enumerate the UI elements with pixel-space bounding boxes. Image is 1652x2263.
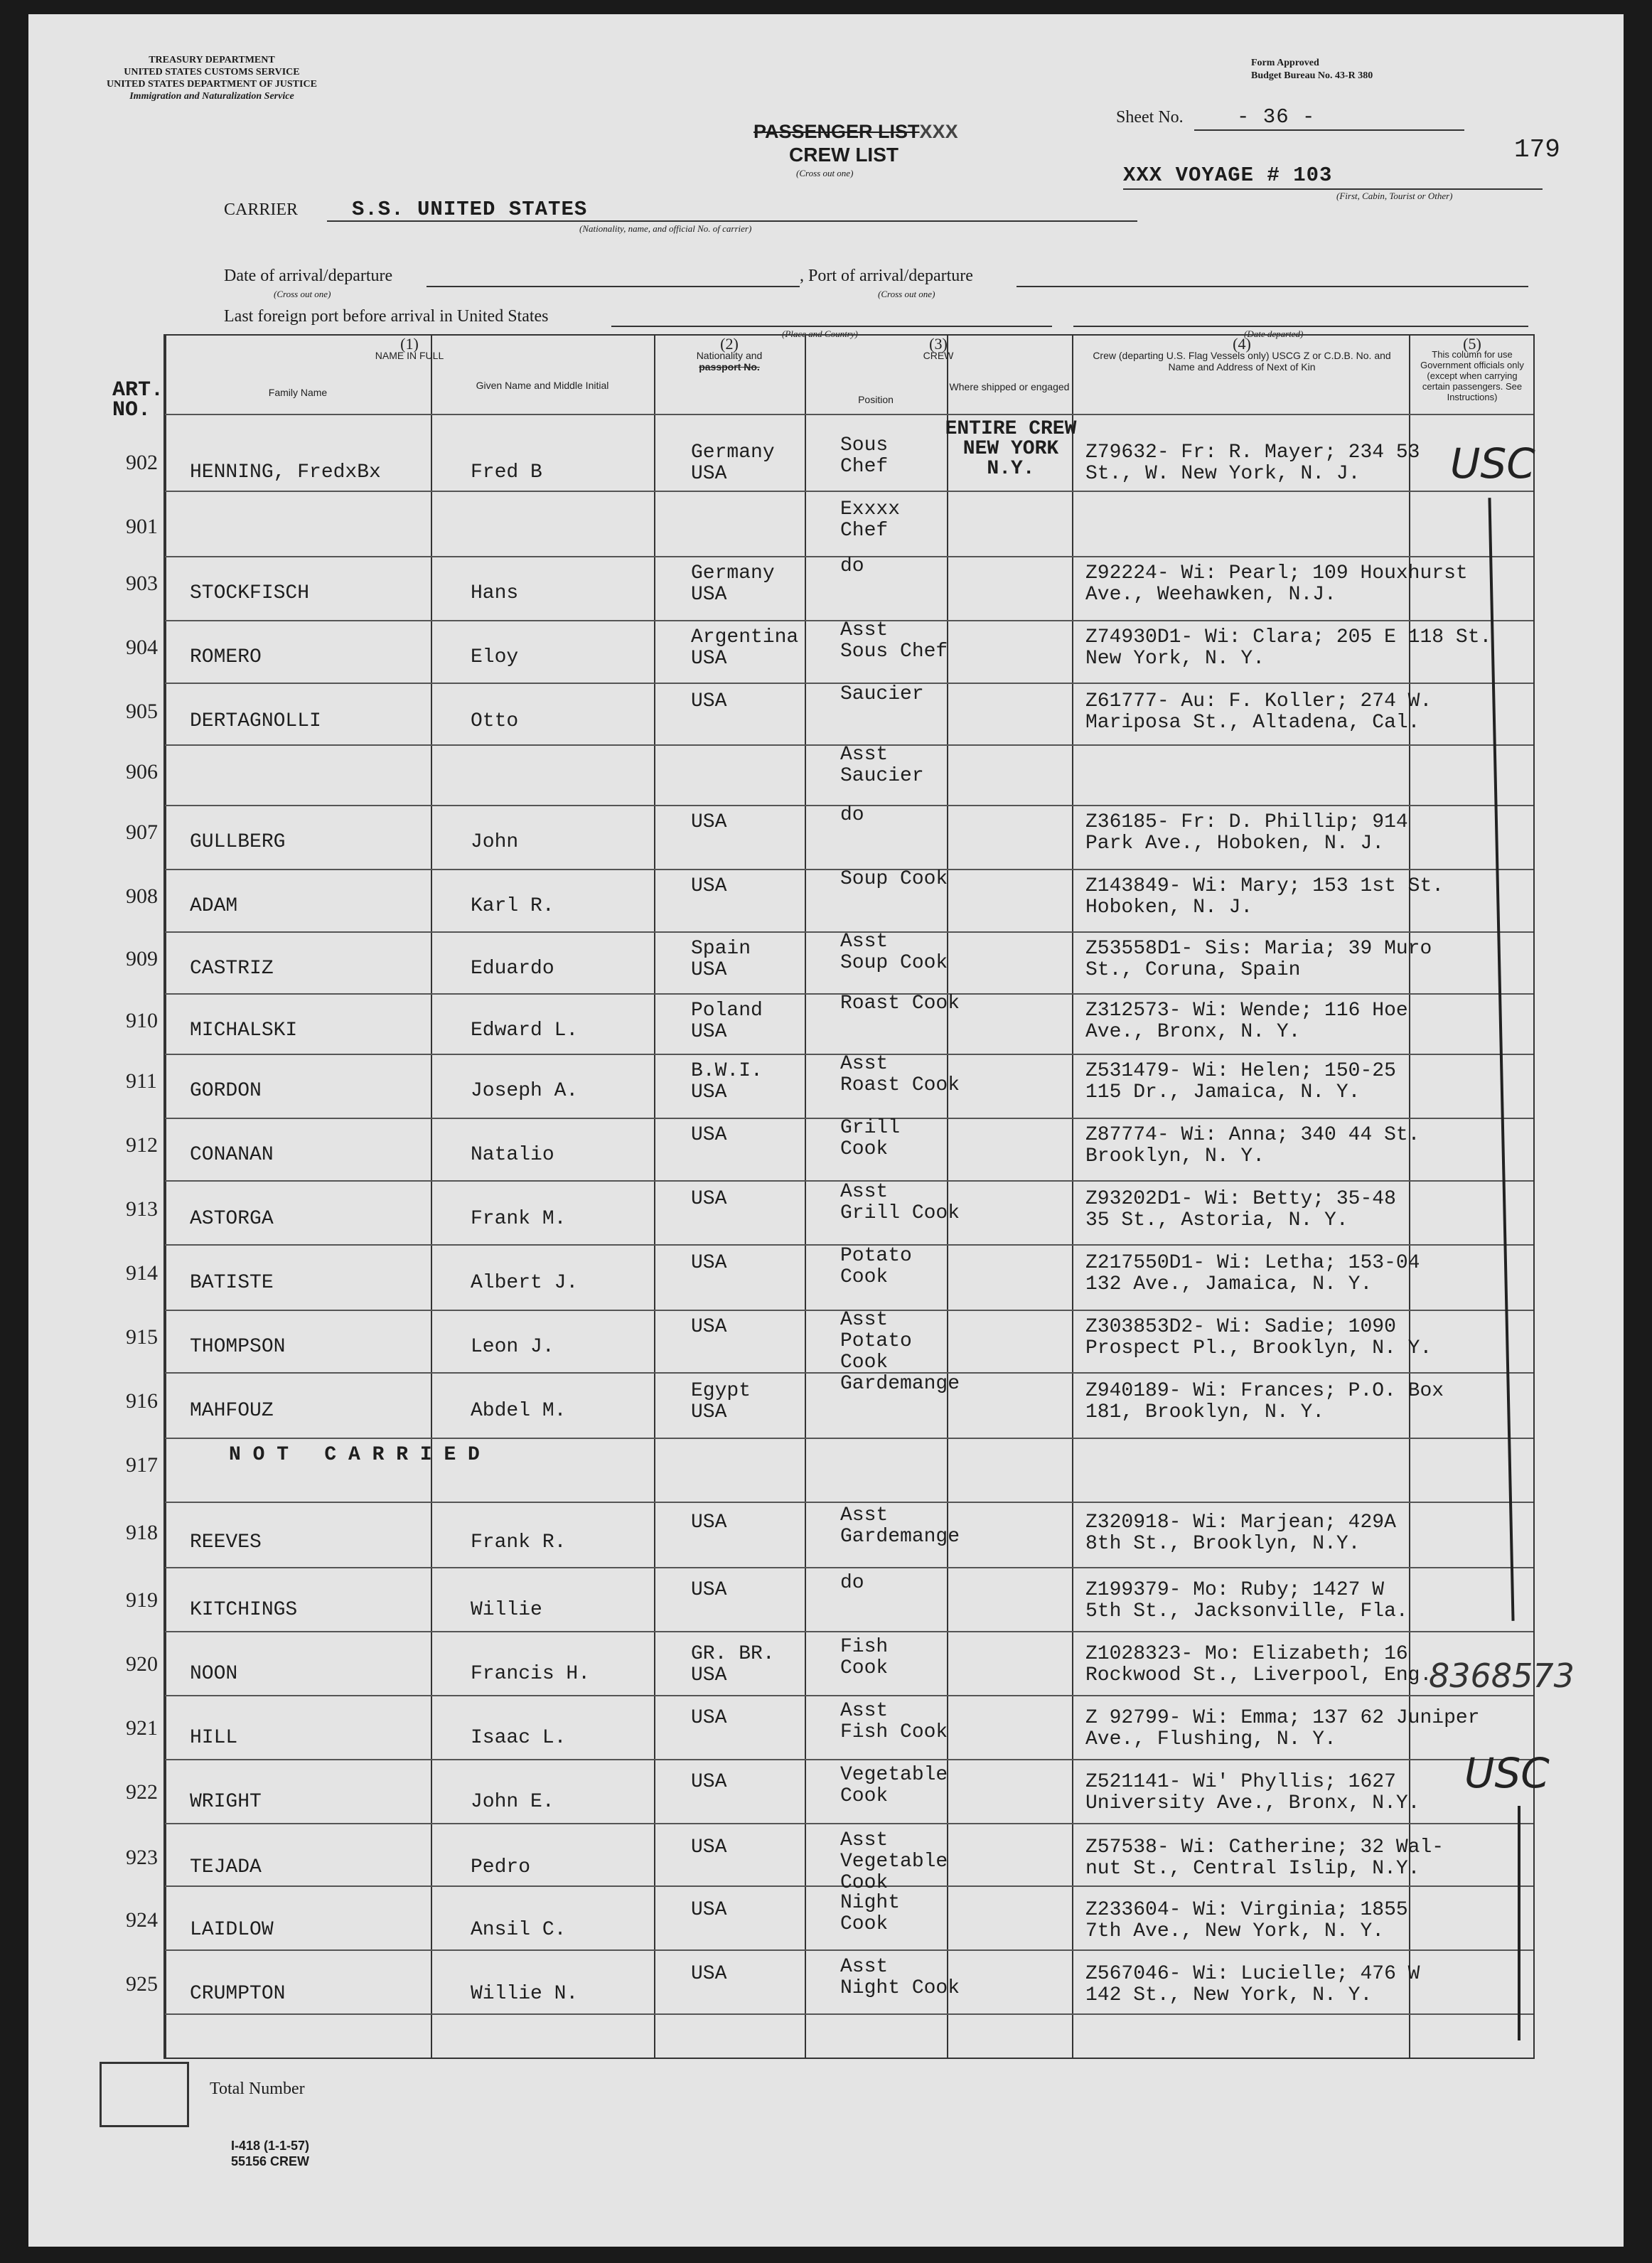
next-of-kin: Z199379- Mo: Ruby; 1427 W 5th St., Jacksonville, Fla. [1085,1579,1408,1622]
col3-num: (3) [929,335,948,353]
next-of-kin: Z521141- Wi' Phyllis; 1627 University Ave., Bronx, N.Y. [1085,1771,1420,1814]
agency-line: UNITED STATES DEPARTMENT OF JUSTICE [107,79,317,90]
carrier-value: S.S. UNITED STATES [352,198,588,221]
position: Asst Gardemange [840,1504,960,1548]
next-of-kin: Z87774- Wi: Anna; 340 44 St. Brooklyn, N. Y. [1085,1124,1420,1167]
given-name: Edward L. [471,1020,579,1042]
number-annotation: 8368573 [1429,1657,1575,1695]
given-name: Abdel M. [471,1400,567,1422]
position: Asst Roast Cook [840,1053,960,1096]
next-of-kin: Z1028323- Mo: Elizabeth; 16 Rockwood St., Liverpool, Eng. [1085,1643,1432,1686]
family-name: BATISTE [190,1272,274,1294]
nationality: USA [691,811,727,833]
sheet-value: - 36 - [1237,105,1316,129]
form-number: I-418 (1-1-57) [231,2139,310,2153]
art-number: 907 [126,820,158,844]
nationality: USA [691,690,727,712]
nationality: Spain USA [691,938,751,981]
family-name: GULLBERG [190,831,286,853]
given-name: Joseph A. [471,1080,579,1102]
nationality: USA [691,875,727,897]
col2-crossed: passport No. [699,361,760,373]
family-name: CASTRIZ [190,958,274,980]
family-name: ADAM [190,895,238,917]
given-name: Isaac L. [471,1727,567,1749]
nationality: B.W.I. USA [691,1060,763,1103]
position: Asst Saucier [840,744,924,787]
art-number: 920 [126,1652,158,1676]
position: Asst Sous Chef [840,619,948,663]
family-name: REEVES [190,1531,262,1553]
art-number: 903 [126,572,158,595]
next-of-kin: Z217550D1- Wi: Letha; 153-04 132 Ave., Jamaica, N. Y. [1085,1252,1420,1295]
art-number: 922 [126,1780,158,1804]
list-title: CREW LIST [789,144,899,166]
art-number: 918 [126,1521,158,1544]
nationality: USA [691,1124,727,1146]
nationality: USA [691,1899,727,1921]
row-divider [165,1567,1533,1568]
art-number: 912 [126,1133,158,1157]
port-note: (Cross out one) [878,289,935,299]
row-divider [165,1631,1533,1632]
family-name: THOMPSON [190,1336,286,1358]
col1b-header: Given Name and Middle Initial [476,380,609,391]
given-name: Eloy [471,646,519,668]
next-of-kin: Z233604- Wi: Virginia; 1855 7th Ave., New York, N. Y. [1085,1899,1408,1942]
col3-label: CREW [923,350,954,361]
family-name: N O T C A R R I E D [229,1444,480,1466]
col3-header [805,335,1072,361]
given-name: Karl R. [471,895,554,917]
art-number: 902 [126,451,158,474]
given-name: Albert J. [471,1272,579,1294]
total-number-label: Total Number [210,2080,305,2098]
art-no-label: ART. NO. [112,378,164,422]
nationality: Egypt USA [691,1380,751,1423]
position: Asst Vegetable Cook [840,1829,948,1894]
next-of-kin: Z303853D2- Wi: Sadie; 1090 Prospect Pl., Brooklyn, N. Y. [1085,1316,1432,1359]
nationality: USA [691,1188,727,1210]
usc-annotation-mid: USC [1464,1749,1550,1797]
row-divider [165,1695,1533,1696]
next-of-kin: Z 92799- Wi: Emma; 137 62 Juniper Ave., Flushing, N. Y. [1085,1707,1480,1750]
position: Fish Cook [840,1636,889,1679]
nationality: Argentina USA [691,626,799,670]
next-of-kin: Z940189- Wi: Frances; P.O. Box 181, Brooklyn, N. Y. [1085,1380,1444,1423]
art-number: 908 [126,884,158,908]
family-name: MAHFOUZ [190,1400,274,1422]
position: Asst Potato Cook [840,1309,912,1374]
next-of-kin: Z312573- Wi: Wende; 116 Hoe Ave., Bronx, N. Y. [1085,1000,1408,1043]
row-divider [165,1759,1533,1760]
art-number: 916 [126,1389,158,1413]
art-number: 904 [126,636,158,659]
nationality: Poland USA [691,1000,763,1043]
agency-line: UNITED STATES CUSTOMS SERVICE [124,67,300,77]
family-name: ASTORGA [190,1208,274,1230]
date-label: Date of arrival/departure [224,267,393,285]
family-name: MICHALSKI [190,1020,298,1042]
nationality: USA [691,1579,727,1601]
position: Vegetable Cook [840,1764,948,1807]
given-name: Fred B [471,461,542,483]
col2-label: Nationality and [696,350,763,361]
row-divider [165,1438,1533,1439]
next-of-kin: Z567046- Wi: Lucielle; 476 W 142 St., New York, N. Y. [1085,1963,1420,2006]
row-divider [165,1949,1533,1951]
position: Exxxx Chef [840,498,901,542]
usc-annotation-top: USC [1450,439,1535,488]
position: Roast Cook [840,993,960,1015]
art-number: 914 [126,1261,158,1285]
col3b-header: Where shipped or engaged [949,381,1070,392]
col5-header [1412,335,1532,402]
sheet-label: Sheet No. [1116,108,1184,127]
art-number: 901 [126,515,158,538]
art-number: 909 [126,947,158,970]
given-name: Willie N. [471,1983,579,2005]
row-divider [165,2013,1533,2015]
position: Saucier [840,683,924,705]
art-number: 915 [126,1325,158,1349]
place-note: (Place and Country) [782,328,858,339]
document-page [28,14,1624,2247]
col4-label: Crew (departing U.S. Flag Vessels only) USCG Z or C.D.B. No. and Name and Address of Next of Kin [1093,350,1391,373]
agency-block [107,54,317,102]
col3a-header: Position [858,394,894,405]
carrier-note: (Nationality, name, and official No. of carrier) [579,223,752,234]
art-number: 917 [126,1453,158,1477]
next-of-kin: Z92224- Wi: Pearl; 109 Houxhurst Ave., Weehawken, N.J. [1085,562,1468,606]
family-name: STOCKFISCH [190,582,310,604]
last-port-label: Last foreign port before arrival in United States [224,307,549,326]
given-name: Otto [471,710,519,732]
art-number: 919 [126,1588,158,1612]
family-name: CRUMPTON [190,1983,286,2005]
agency-line: TREASURY DEPARTMENT [149,55,275,65]
nationality: USA [691,1963,727,1985]
col5-label: This column for use Government officials only (except when carrying certain passengers. See Instructions) [1420,349,1524,402]
col4-num: (4) [1233,335,1251,353]
col1-label: NAME IN FULL [375,350,444,361]
next-of-kin: Z53558D1- Sis: Maria; 39 Muro St., Coruna, Spain [1085,938,1432,981]
next-of-kin: Z320918- Wi: Marjean; 429A 8th St., Brooklyn, N.Y. [1085,1512,1396,1555]
col5-num: (5) [1463,335,1481,353]
family-name: LAIDLOW [190,1919,274,1941]
form-approved: Form Approved [1251,58,1319,68]
col1-num: (1) [400,335,419,353]
nationality: Germany USA [691,562,775,606]
given-name: John E. [471,1791,554,1813]
given-name: Pedro [471,1856,531,1878]
given-name: Ansil C. [471,1919,567,1941]
col2-header [654,335,805,373]
given-name: Frank M. [471,1208,567,1230]
voyage-note: (First, Cabin, Tourist or Other) [1336,191,1453,201]
art-number: 913 [126,1197,158,1221]
date-departed-note: (Date departed) [1244,328,1304,339]
row-divider [165,491,1533,492]
row-divider [165,1502,1533,1503]
col4-header [1089,335,1395,373]
art-number: 921 [126,1716,158,1740]
cross-out-note: (Cross out one) [796,168,854,178]
art-number: 923 [126,1846,158,1869]
carrier-label: CARRIER [224,200,299,219]
given-name: Eduardo [471,958,554,980]
next-of-kin: Z531479- Wi: Helen; 150-25 115 Dr., Jamaica, N. Y. [1085,1060,1396,1103]
nationality: USA [691,1316,727,1338]
family-name: HILL [190,1727,238,1749]
passenger-list-label: PASSENGER LIST [753,121,920,142]
nationality: USA [691,1771,727,1793]
family-name: NOON [190,1663,238,1685]
next-of-kin: Z36185- Fr: D. Phillip; 914 Park Ave., Hoboken, N. J. [1085,811,1408,855]
given-name: Frank R. [471,1531,567,1553]
next-of-kin: Z74930D1- Wi: Clara; 205 E 118 St. New York, N. Y. [1085,626,1492,670]
art-number: 905 [126,700,158,723]
family-name: GORDON [190,1080,262,1102]
family-name: WRIGHT [190,1791,262,1813]
art-number: 925 [126,1972,158,1996]
position: Asst Fish Cook [840,1700,948,1743]
family-name: DERTAGNOLLI [190,710,321,732]
next-of-kin: Z61777- Au: F. Koller; 274 W. Mariposa St., Altadena, Cal. [1085,690,1432,734]
col1a-header: Family Name [268,387,328,398]
position: do [840,555,864,577]
position: Night Cook [840,1892,901,1935]
date-note: (Cross out one) [274,289,331,299]
position: Potato Cook [840,1245,912,1288]
nationality: USA [691,1252,727,1274]
nationality: Germany USA [691,442,775,485]
nationality: USA [691,1707,727,1729]
family-name: ROMERO [190,646,262,668]
nationality: GR. BR. USA [691,1643,775,1686]
given-name: Hans [471,582,519,604]
port-label: , Port of arrival/departure [800,267,973,285]
next-of-kin: Z57538- Wi: Catherine; 32 Wal- nut St., Central Islip, N.Y. [1085,1836,1444,1880]
budget-number: Budget Bureau No. 43-R 380 [1251,70,1373,81]
col2-num: (2) [720,335,739,353]
nationality: USA [691,1512,727,1534]
position: do [840,1572,864,1594]
art-number: 910 [126,1009,158,1032]
shipped-location: ENTIRE CREW NEW YORK N.Y. [945,418,1077,480]
next-of-kin: Z93202D1- Wi: Betty; 35-48 35 St., Astoria, N. Y. [1085,1188,1396,1231]
col1-header [165,335,654,361]
page-number: 179 [1514,135,1560,164]
family-name: HENNING, FredxBx [190,461,381,483]
list-title-crossed: PASSENGER LISTXXX [753,121,958,142]
next-of-kin: Z143849- Wi: Mary; 153 1st St. Hoboken, N. J. [1085,875,1444,919]
crew-number: 55156 CREW [231,2154,310,2168]
total-number-box [100,2062,189,2127]
given-name: Natalio [471,1144,554,1166]
next-of-kin: Z79632- Fr: R. Mayer; 234 53 St., W. New York, N. J. [1085,442,1420,485]
position: do [840,804,864,826]
given-name: John [471,831,519,853]
family-name: TEJADA [190,1856,262,1878]
family-name: KITCHINGS [190,1599,298,1621]
voyage-value: XXX VOYAGE # 103 [1123,164,1333,187]
bracket-line-lower [1518,1806,1520,2040]
position: Grill Cook [840,1117,901,1160]
art-number: 924 [126,1908,158,1932]
family-name: CONANAN [190,1144,274,1166]
position: Asst Night Cook [840,1956,960,1999]
row-divider [165,1823,1533,1824]
agency-line: Immigration and Naturalization Service [129,91,294,102]
position: Soup Cook [840,868,948,890]
position: Gardemange [840,1373,960,1395]
nationality: USA [691,1836,727,1858]
art-number: 906 [126,760,158,783]
position: Sous Chef [840,434,889,478]
art-number: 911 [126,1069,157,1093]
position: Asst Grill Cook [840,1181,960,1224]
given-name: Willie [471,1599,542,1621]
given-name: Francis H. [471,1663,591,1685]
position: Asst Soup Cook [840,931,948,974]
given-name: Leon J. [471,1336,554,1358]
